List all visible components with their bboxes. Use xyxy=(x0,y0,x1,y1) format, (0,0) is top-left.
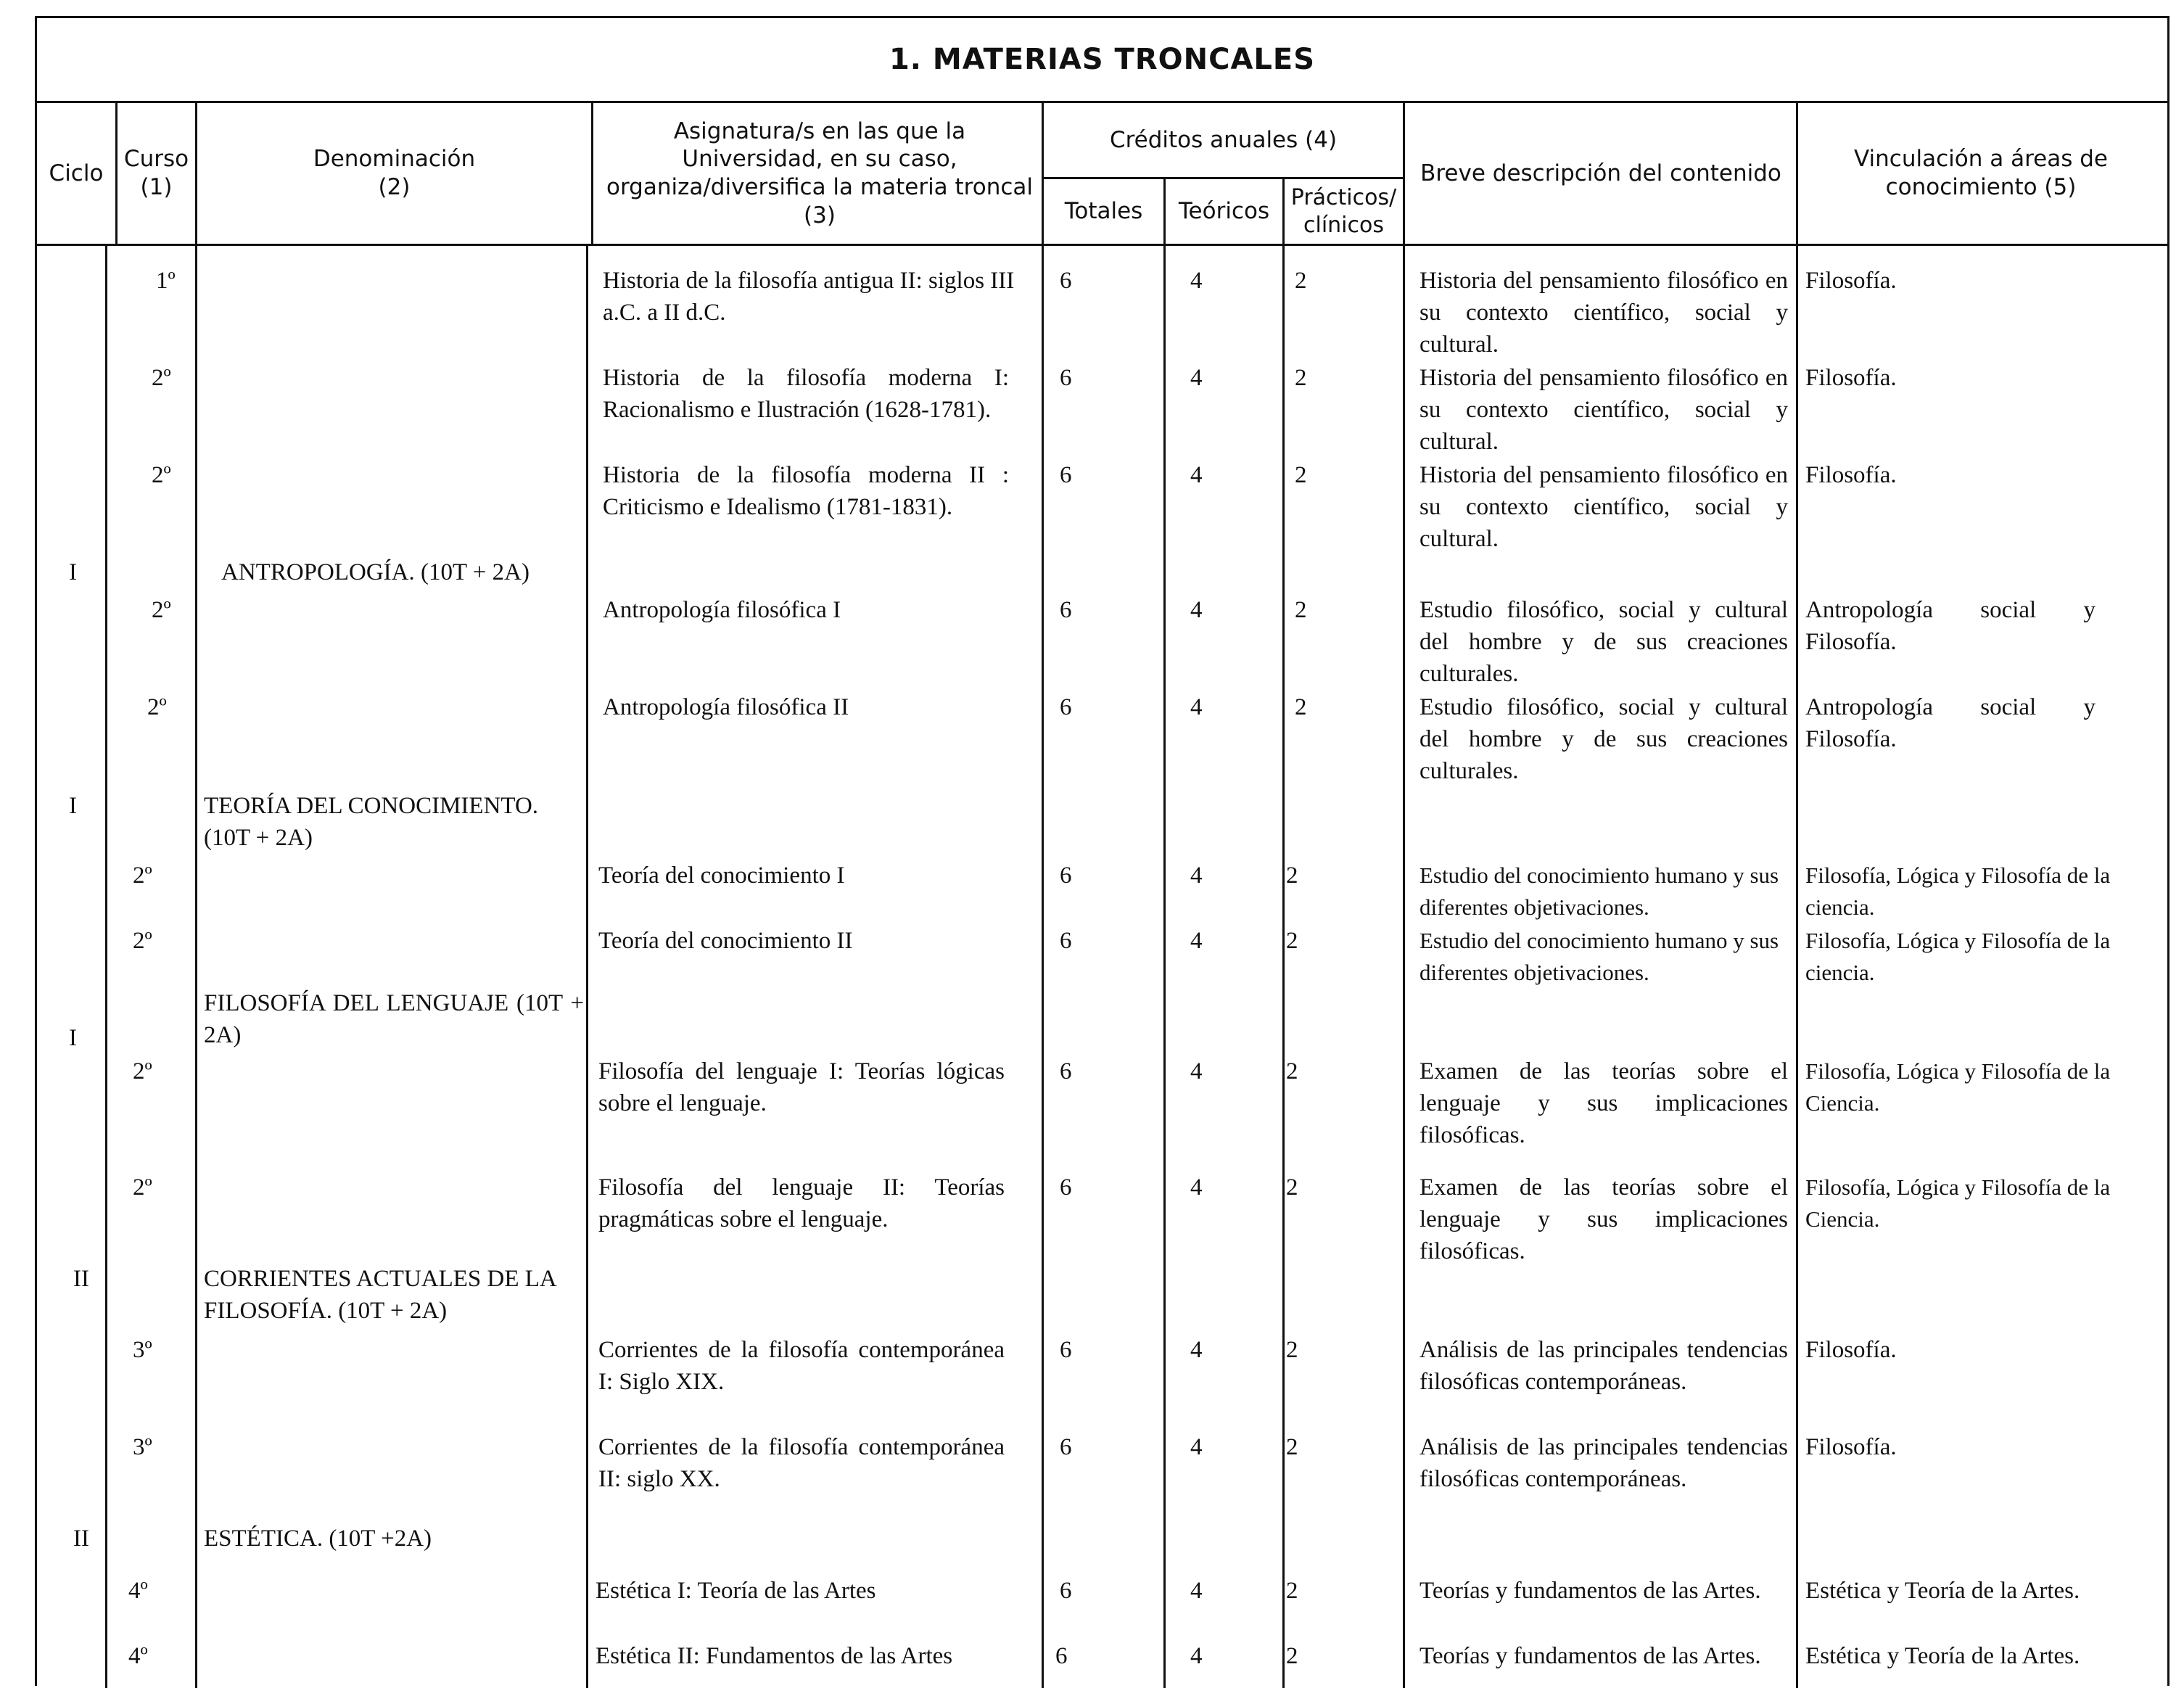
row-practicos: 2 xyxy=(1295,597,1307,623)
row-practicos: 2 xyxy=(1295,268,1307,294)
row-practicos: 2 xyxy=(1286,862,1298,889)
header-ciclo: Ciclo xyxy=(49,160,104,186)
header-asignatura: Asignatura/s en las que la Universidad, en su caso, organiza/diversifica la materia troncal (3) xyxy=(606,118,1034,229)
row-teoricos: 4 xyxy=(1190,462,1203,488)
row-teoricos: 4 xyxy=(1190,1578,1203,1604)
row-practicos: 2 xyxy=(1286,1643,1298,1669)
row-asignatura: Filosofía del lenguaje I: Teorías lógicas sobre el lenguaje. xyxy=(598,1058,1005,1116)
row-totales: 6 xyxy=(1060,694,1072,720)
row-asignatura: Corrientes de la filosofía contemporánea I: Siglo XIX. xyxy=(598,1337,1005,1395)
row-practicos: 2 xyxy=(1295,694,1307,720)
col-rule-7 xyxy=(1403,101,1405,246)
row-teoricos: 4 xyxy=(1190,694,1203,720)
group-ciclo: I xyxy=(69,559,77,585)
row-asignatura: Antropología filosófica II xyxy=(603,694,849,720)
row-curso: 4º xyxy=(128,1578,148,1604)
row-teoricos: 4 xyxy=(1190,1643,1203,1669)
row-curso: 4º xyxy=(128,1643,148,1669)
row-descripcion: Historia del pensamiento filosófico en su contexto científico, social y cultural. xyxy=(1419,365,1788,455)
row-vinculacion: Filosofía, Lógica y Filosofía de la Ciencia. xyxy=(1805,1058,2111,1116)
row-teoricos: 4 xyxy=(1190,1058,1203,1084)
row-teoricos: 4 xyxy=(1190,928,1203,954)
row-totales: 6 xyxy=(1060,1434,1072,1460)
row-descripcion: Estudio del conocimiento humano y sus diferentes objetivaciones. xyxy=(1419,928,1779,985)
group-ciclo: I xyxy=(69,793,77,819)
row-descripcion: Estudio filosófico, social y cultural del hombre y de sus creaciones culturales. xyxy=(1419,694,1788,784)
row-totales: 6 xyxy=(1060,1578,1072,1604)
row-curso: 2º xyxy=(133,1174,152,1201)
group-denominacion: FILOSOFÍA DEL LENGUAJE (10T + 2A) xyxy=(204,990,584,1048)
header-totales: Totales xyxy=(1064,198,1143,225)
row-vinculacion: Filosofía. xyxy=(1805,1434,1897,1460)
row-totales: 6 xyxy=(1060,597,1072,623)
header-denominacion: Denominación (2) xyxy=(313,146,476,200)
row-practicos: 2 xyxy=(1295,365,1307,391)
row-vinculacion: Filosofía, Lógica y Filosofía de la ciencia. xyxy=(1805,862,2111,920)
group-denominacion: ANTROPOLOGÍA. (10T + 2A) xyxy=(221,559,529,585)
row-practicos: 2 xyxy=(1286,928,1298,954)
row-totales: 6 xyxy=(1060,462,1072,488)
row-teoricos: 4 xyxy=(1190,365,1203,391)
row-totales: 6 xyxy=(1060,928,1072,954)
col-rule-8 xyxy=(1796,101,1798,246)
row-totales: 6 xyxy=(1060,268,1072,294)
group-ciclo: II xyxy=(73,1266,89,1292)
row-vinculacion: Filosofía. xyxy=(1805,1337,1897,1363)
body-rule-7 xyxy=(1403,246,1405,1688)
row-descripcion: Historia del pensamiento filosófico en su contexto científico, social y cultural. xyxy=(1419,268,1788,358)
group-ciclo: II xyxy=(73,1526,89,1552)
row-teoricos: 4 xyxy=(1190,1337,1203,1363)
header-teoricos: Teóricos xyxy=(1178,198,1270,225)
col-rule-3 xyxy=(591,101,593,246)
row-practicos: 2 xyxy=(1286,1058,1298,1084)
row-curso: 3º xyxy=(133,1434,152,1460)
row-curso: 2º xyxy=(133,862,152,889)
row-vinculacion: Filosofía. xyxy=(1805,462,1897,488)
row-vinculacion: Filosofía. xyxy=(1805,365,1897,391)
header-creditos: Créditos anuales (4) xyxy=(1109,126,1338,153)
row-vinculacion: Filosofía, Lógica y Filosofía de la ciencia. xyxy=(1805,928,2111,985)
row-curso: 2º xyxy=(152,462,171,488)
body-rule-3 xyxy=(586,246,588,1688)
row-practicos: 2 xyxy=(1286,1337,1298,1363)
row-asignatura: Historia de la filosofía moderna II : Criticismo e Idealismo (1781-1831). xyxy=(603,462,1009,520)
row-curso: 1º xyxy=(156,268,176,294)
row-curso: 2º xyxy=(133,1058,152,1084)
row-descripcion: Historia del pensamiento filosófico en su contexto científico, social y cultural. xyxy=(1419,462,1788,552)
row-descripcion: Análisis de las principales tendencias filosóficas contemporáneas. xyxy=(1419,1337,1788,1395)
body-rule-8 xyxy=(1796,246,1798,1688)
row-asignatura: Antropología filosófica I xyxy=(603,597,841,623)
body-rule-1 xyxy=(105,246,107,1688)
row-totales: 6 xyxy=(1060,1058,1072,1084)
row-totales: 6 xyxy=(1060,862,1072,889)
row-teoricos: 4 xyxy=(1190,862,1203,889)
header-bottom-rule xyxy=(37,244,2167,246)
row-asignatura: Teoría del conocimiento I xyxy=(598,862,845,889)
row-vinculacion: Antropología social y Filosofía. xyxy=(1805,694,2096,752)
row-asignatura: Corrientes de la filosofía contemporánea II: siglo XX. xyxy=(598,1434,1005,1492)
row-teoricos: 4 xyxy=(1190,1434,1203,1460)
row-practicos: 2 xyxy=(1286,1174,1298,1201)
row-curso: 3º xyxy=(133,1337,152,1363)
troncales-table xyxy=(35,16,2169,1686)
row-teoricos: 4 xyxy=(1190,268,1203,294)
row-descripcion: Examen de las teorías sobre el lenguaje y sus implicaciones filosóficas. xyxy=(1419,1058,1788,1148)
row-totales: 6 xyxy=(1060,365,1072,391)
row-asignatura: Teoría del conocimiento II xyxy=(598,928,853,954)
row-curso: 2º xyxy=(147,694,167,720)
group-denominacion: CORRIENTES ACTUALES DE LA FILOSOFÍA. (10T + 2A) xyxy=(204,1266,556,1324)
row-asignatura: Estética I: Teoría de las Artes xyxy=(596,1578,876,1604)
row-practicos: 2 xyxy=(1286,1434,1298,1460)
row-curso: 2º xyxy=(152,365,171,391)
header-practicos: Prácticos/ clínicos xyxy=(1290,185,1397,238)
row-asignatura: Historia de la filosofía antigua II: siglos III a.C. a II d.C. xyxy=(603,268,1015,326)
row-vinculacion: Filosofía. xyxy=(1805,268,1897,294)
row-descripcion: Examen de las teorías sobre el lenguaje y sus implicaciones filosóficas. xyxy=(1419,1174,1788,1264)
row-practicos: 2 xyxy=(1286,1578,1298,1604)
row-asignatura: Estética II: Fundamentos de las Artes xyxy=(596,1643,953,1669)
row-totales: 6 xyxy=(1060,1174,1072,1201)
row-descripcion: Estudio del conocimiento humano y sus diferentes objetivaciones. xyxy=(1419,862,1779,920)
row-asignatura: Filosofía del lenguaje II: Teorías pragmáticas sobre el lenguaje. xyxy=(598,1174,1005,1232)
row-totales: 6 xyxy=(1055,1643,1068,1669)
group-ciclo: I xyxy=(69,1025,77,1051)
row-descripcion: Análisis de las principales tendencias filosóficas contemporáneas. xyxy=(1419,1434,1788,1492)
body-rule-2 xyxy=(195,246,197,1688)
body-rule-4 xyxy=(1042,246,1044,1688)
row-teoricos: 4 xyxy=(1190,597,1203,623)
row-practicos: 2 xyxy=(1295,462,1307,488)
row-asignatura: Historia de la filosofía moderna I: Racionalismo e Ilustración (1628-1781). xyxy=(603,365,1009,423)
header-curso: Curso (1) xyxy=(123,146,189,200)
row-vinculacion: Antropología social y Filosofía. xyxy=(1805,597,2096,655)
body-rule-6 xyxy=(1282,246,1285,1688)
row-descripcion: Teorías y fundamentos de las Artes. xyxy=(1419,1578,1761,1604)
group-denominacion: TEORÍA DEL CONOCIMIENTO. (10T + 2A) xyxy=(204,793,539,851)
row-curso: 2º xyxy=(133,928,152,954)
header-vinculacion: Vinculación a áreas de conocimiento (5) xyxy=(1854,146,2108,200)
row-curso: 2º xyxy=(152,597,171,623)
body-rule-5 xyxy=(1163,246,1166,1688)
row-vinculacion: Filosofía, Lógica y Filosofía de la Ciencia. xyxy=(1805,1174,2111,1232)
row-vinculacion: Estética y Teoría de la Artes. xyxy=(1805,1578,2080,1604)
row-totales: 6 xyxy=(1060,1337,1072,1363)
header-descripcion: Breve descripción del contenido xyxy=(1420,160,1781,186)
row-descripcion: Teorías y fundamentos de las Artes. xyxy=(1419,1643,1761,1669)
row-descripcion: Estudio filosófico, social y cultural del hombre y de sus creaciones culturales. xyxy=(1419,597,1788,687)
group-denominacion: ESTÉTICA. (10T +2A) xyxy=(204,1526,432,1552)
row-vinculacion: Estética y Teoría de la Artes. xyxy=(1805,1643,2080,1669)
table-title: 1. MATERIAS TRONCALES xyxy=(37,18,2167,103)
row-teoricos: 4 xyxy=(1190,1174,1203,1201)
